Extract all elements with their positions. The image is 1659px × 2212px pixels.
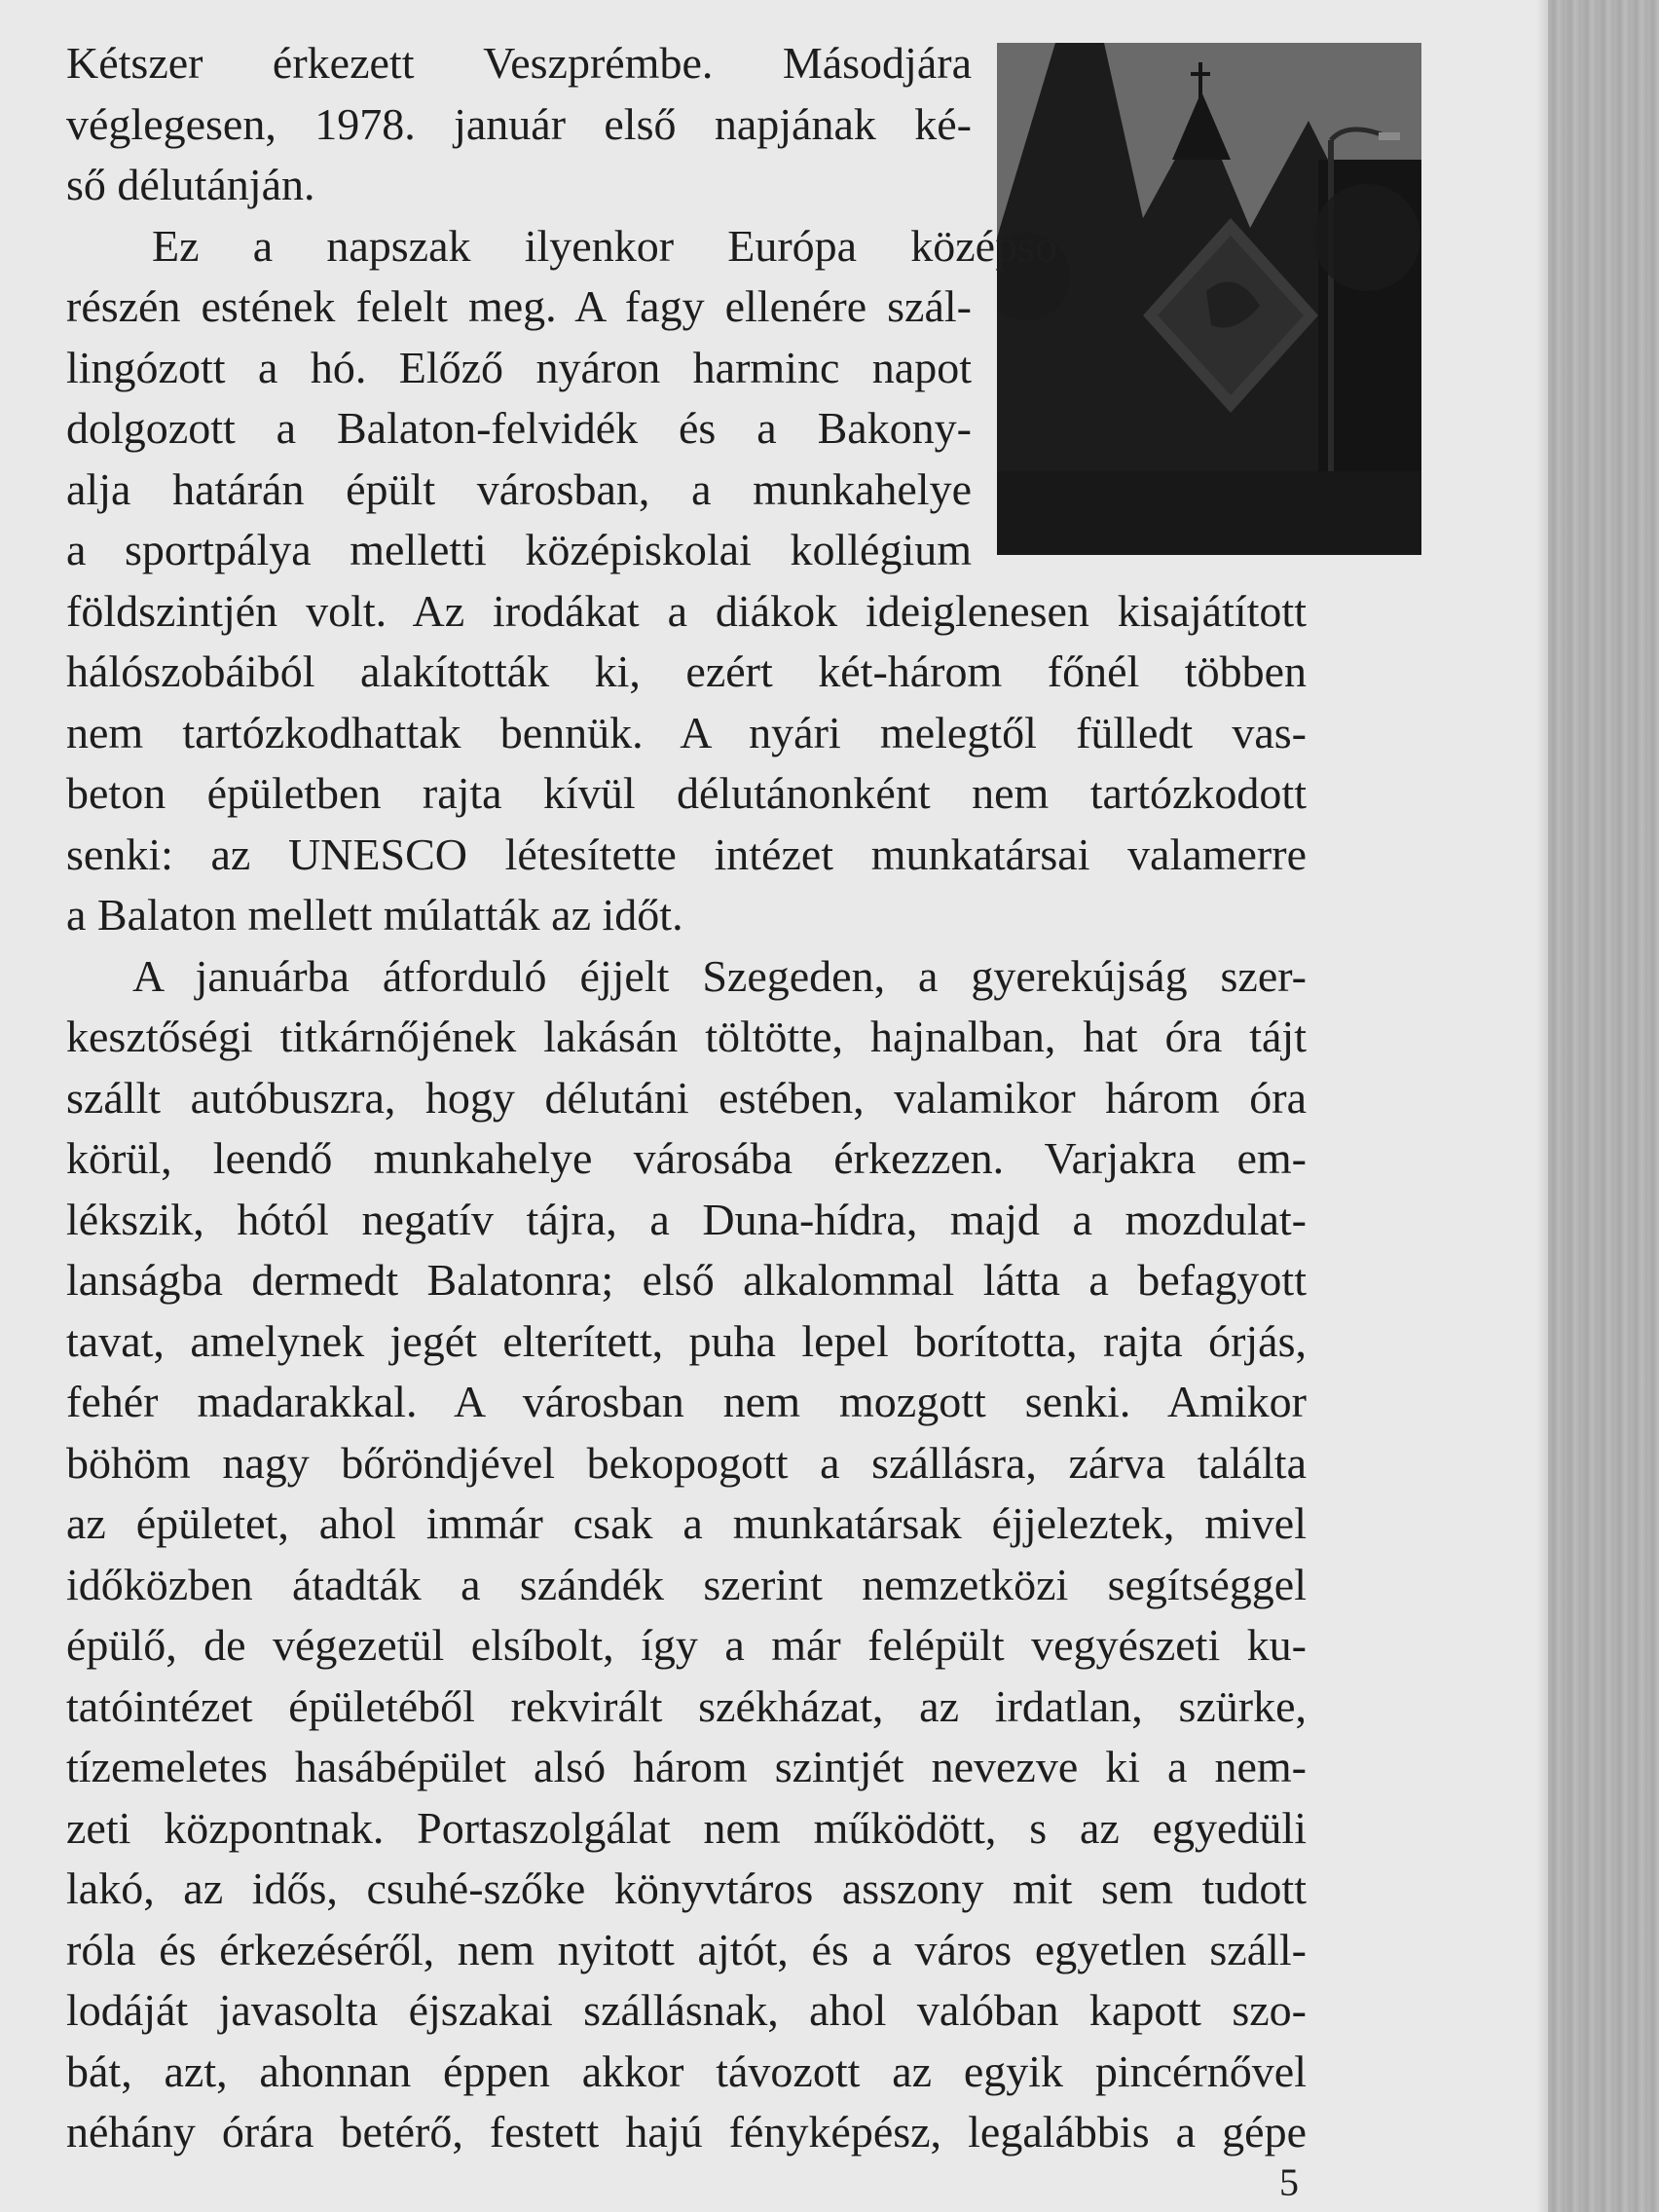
text-line: nem tartózkodhattak bennük. A nyári melegtől fülledt vas-	[66, 707, 1307, 757]
text-line: ső délutánján.	[66, 160, 315, 209]
text-line: lingózott a hó. Előző nyáron harminc napot	[66, 342, 972, 392]
text-line: alja határán épült városban, a munkahelye	[66, 463, 972, 514]
text-line: időközben átadták a szándék szerint nemzetközi segítséggel	[66, 1559, 1307, 1609]
text-line: hálószobáiból alakították ki, ezért két-három főnél többen	[66, 646, 1307, 696]
text-line: szállt autóbuszra, hogy délutáni estében, valamikor három óra	[66, 1072, 1307, 1123]
text-line: lanságba dermedt Balatonra; első alkalommal látta a befagyott	[66, 1255, 1307, 1305]
text-line: lakó, az idős, csuhé-szőke könyvtáros asszony mit sem tudott	[66, 1863, 1307, 1913]
text-line: épülő, de végezetül elsíbolt, így a már felépült vegyészeti ku-	[66, 1620, 1307, 1670]
paragraph-3	[66, 946, 1307, 2163]
text-line: Kétszer érkezett Veszprémbe. Másodjára	[66, 38, 972, 88]
text-line: tízemeletes hasábépület alsó három szintjét nevezve ki a nem-	[66, 1742, 1307, 1791]
text-line: zeti központnak. Portaszolgálat nem működött, s az egyedüli	[66, 1802, 1307, 1853]
text-line: bát, azt, ahonnan éppen akkor távozott az egyik pincérnővel	[66, 2046, 1307, 2096]
text-line: senki: az UNESCO létesítette intézet munkatársai valamerre	[66, 829, 1307, 879]
text-line: dolgozott a Balaton-felvidék és a Bakony-	[66, 403, 972, 453]
body-text	[66, 33, 1307, 2163]
text-line: lodáját javasolta éjszakai szállásnak, ahol valóban kapott szo-	[66, 1985, 1307, 2035]
text-line: a sportpálya melletti középiskolai kollégium	[66, 525, 972, 574]
paragraph-1	[66, 33, 1307, 216]
text-line: a Balaton mellett múlatták az időt.	[66, 890, 683, 940]
text-line: tatóintézet épületéből rekvirált székházat, az irdatlan, szürke,	[66, 1680, 1307, 1731]
paragraph-2	[66, 216, 1307, 946]
text-line: böhöm nagy bőröndjével bekopogott a szállásra, zárva találta	[66, 1437, 1307, 1488]
text-line: részén estének felelt meg. A fagy ellenére szál-	[66, 281, 972, 331]
text-line: kesztőségi titkárnőjének lakásán töltötte, hajnalban, hat óra tájt	[66, 1012, 1307, 1061]
text-line: néhány órára betérő, festett hajú fényképész, legalábbis a gépe	[66, 2107, 1307, 2157]
text-line: körül, leendő munkahelye városába érkezzen. Varjakra em-	[66, 1133, 1307, 1183]
text-line: földszintjén volt. Az irodákat a diákok ideiglenesen kisajátított	[66, 585, 1307, 636]
text-line: lékszik, hótól negatív tájra, a Duna-hídra, majd a mozdulat-	[66, 1194, 1307, 1244]
text-line: véglegesen, 1978. január első napjának ké-	[66, 98, 972, 149]
text-line: az épületet, ahol immár csak a munkatársak éjjeleztek, mivel	[66, 1498, 1307, 1548]
page-number: 5	[1279, 2160, 1299, 2204]
text-line: beton épületben rajta kívül délutánonként nem tartózkodott	[66, 768, 1307, 818]
text-line: Ez a napszak ilyenkor Európa középső	[152, 220, 1057, 271]
text-line: tavat, amelynek jegét elterített, puha lepel borította, rajta órjás,	[66, 1315, 1307, 1366]
text-line: fehér madarakkal. A városban nem mozgott senki. Amikor	[66, 1377, 1307, 1426]
text-line: róla és érkezéséről, nem nyitott ajtót, és a város egyetlen száll-	[66, 1924, 1307, 1974]
text-line: A januárba átforduló éjjelt Szegeden, a gyerekújság szer-	[132, 950, 1307, 1001]
book-binding-edge	[1548, 0, 1659, 2212]
